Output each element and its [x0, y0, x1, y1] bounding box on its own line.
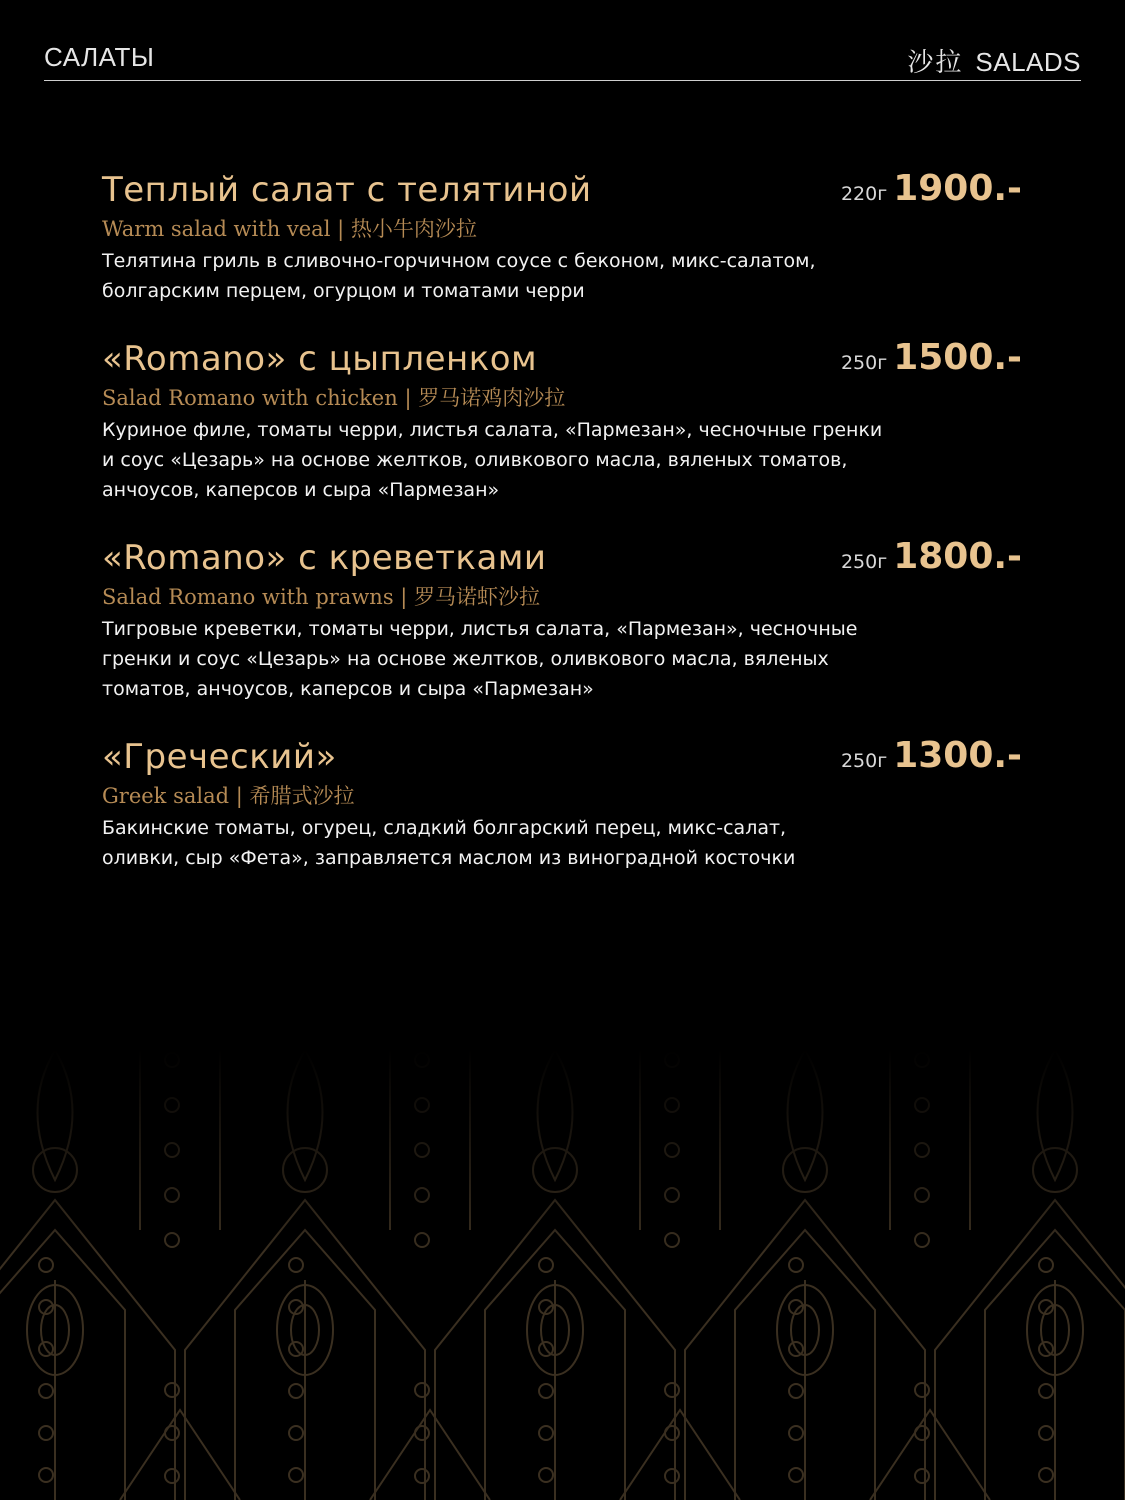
- dish-description: Телятина гриль в сливочно-горчичном соусе с беконом, микс-салатом, болгарским перцем, огурцом и томатами черри: [102, 250, 816, 302]
- dish-price: 1500.-: [893, 337, 1022, 378]
- dish-subtitle: Warm salad with veal | 热小牛肉沙拉: [102, 217, 477, 241]
- dish-weight: 250г: [840, 551, 888, 573]
- price-block: [841, 337, 1022, 378]
- section-title-salads: SALADS: [975, 47, 1081, 77]
- dish-weight: 250г: [840, 352, 888, 374]
- dish-title: «Romano» с креветками: [102, 538, 547, 578]
- dish-subtitle: Greek salad | 希腊式沙拉: [102, 784, 355, 808]
- menu-item: [102, 737, 1022, 873]
- dish-title: Теплый салат с телятиной: [102, 170, 592, 210]
- page-header: [44, 38, 1081, 81]
- dish-price: 1900.-: [893, 168, 1022, 209]
- menu-item: [102, 339, 1022, 505]
- dish-subtitle: Salad Romano with chicken | 罗马诺鸡肉沙拉: [102, 386, 566, 410]
- price-block: [841, 735, 1022, 776]
- menu-item: [102, 538, 1022, 704]
- dish-price: 1800.-: [893, 536, 1022, 577]
- section-title-en: [907, 42, 1081, 79]
- dish-title: «Romano» с цыпленком: [102, 339, 538, 379]
- menu-item: [102, 170, 1022, 306]
- dish-title: «Греческий»: [102, 737, 337, 777]
- dish-description: Куриное филе, томаты черри, листья салата, «Пармезан», чесночные гренки и соус «Цезарь» на основе желтков, оливкового масла, вяленых томатов, анчоусов, каперсов и сыра «Пармезан»: [102, 419, 883, 501]
- price-block: [841, 168, 1022, 209]
- dish-description: Тигровые креветки, томаты черри, листья салата, «Пармезан», чесночные гренки и соус «Цезарь» на основе желтков, оливкового масла, вяленых томатов, анчоусов, каперсов и сыра «Пармезан»: [102, 618, 858, 700]
- dish-description: Бакинские томаты, огурец, сладкий болгарский перец, микс-салат, оливки, сыр «Фета», заправляется маслом из виноградной косточки: [102, 817, 796, 869]
- section-title-zh: 沙拉: [907, 48, 964, 78]
- section-title-ru: САЛАТЫ: [44, 42, 155, 72]
- dish-subtitle: Salad Romano with prawns | 罗马诺虾沙拉: [102, 585, 541, 609]
- dish-weight: 220г: [840, 183, 888, 205]
- dish-weight: 250г: [840, 750, 888, 772]
- dish-price: 1300.-: [893, 735, 1022, 776]
- price-block: [841, 536, 1022, 577]
- ornament-pattern: [0, 1050, 1125, 1500]
